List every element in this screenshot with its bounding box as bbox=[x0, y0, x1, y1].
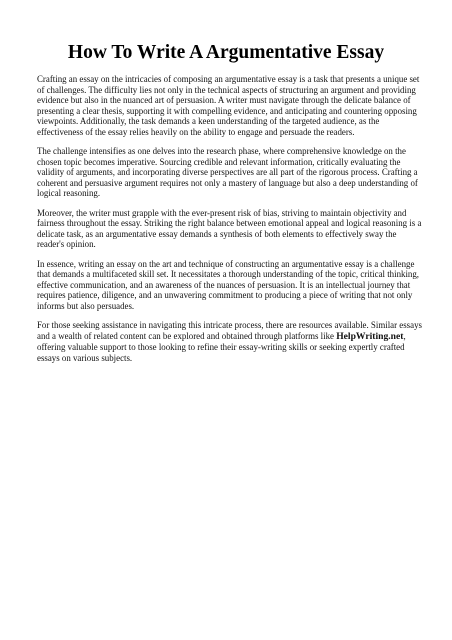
paragraph-5 bbox=[37, 320, 423, 363]
paragraph-5-intro: For those seeking assistance in navigating this intricate process, there are resources available. Similar essays and a wealth of related content can be explored and obtained through platforms like bbox=[37, 320, 422, 341]
document-title: How To Write A Argumentative Essay bbox=[67, 42, 385, 63]
paragraph-4: In essence, writing an essay on the art and technique of constructing an argumentative essay is a challenge that demands a multifaceted skill set. It necessitates a thorough understanding of the topic, critical thinking, effective communication, and an awareness of the nuances of persuasion. It is an intellectual journey that requires patience, diligence, and an unwavering commitment to producing a piece of writing that not only informs but also persuades. bbox=[37, 258, 420, 311]
helpwriting-link[interactable]: HelpWriting.net bbox=[336, 330, 404, 342]
paragraph-3: Moreover, the writer must grapple with the ever-present risk of bias, striving to maintain objectivity and fairness throughout the essay. Striking the right balance between emotional appeal and logical reasoning is a delicate task, as an argumentative essay demands a synthesis of both elements to effectively sway the reader's opinion. bbox=[37, 207, 422, 249]
paragraph-2: The challenge intensifies as one delves into the research phase, where comprehensive knowledge on the chosen topic becomes imperative. Sourcing credible and relevant information, critically evaluating the validity of arguments, and incorporating diverse perspectives are all part of the rigorous process. Crafting a coherent and persuasive argument requires not only a mastery of language but also a deep understanding of logical reasoning. bbox=[37, 146, 418, 198]
paragraph-5-outro: , offering valuable support to those looking to refine their essay-writing skills or seeking expertly crafted essays on various subjects. bbox=[37, 330, 406, 363]
document-body bbox=[37, 74, 423, 372]
paragraph-1: Crafting an essay on the intricacies of composing an argumentative essay is a task that presents a unique set of challenges. The difficulty lies not only in the technical aspects of structuring an argument and providing evidence but also in the nuanced art of persuasion. A writer must navigate through the delicate balance of presenting a clear thesis, supporting it with compelling evidence, and anticipating and countering opposing viewpoints. Additionally, the task demands a keen understanding of the targeted audience, as the effectiveness of the essay relies heavily on the ability to engage and persuade the readers. bbox=[37, 74, 420, 137]
